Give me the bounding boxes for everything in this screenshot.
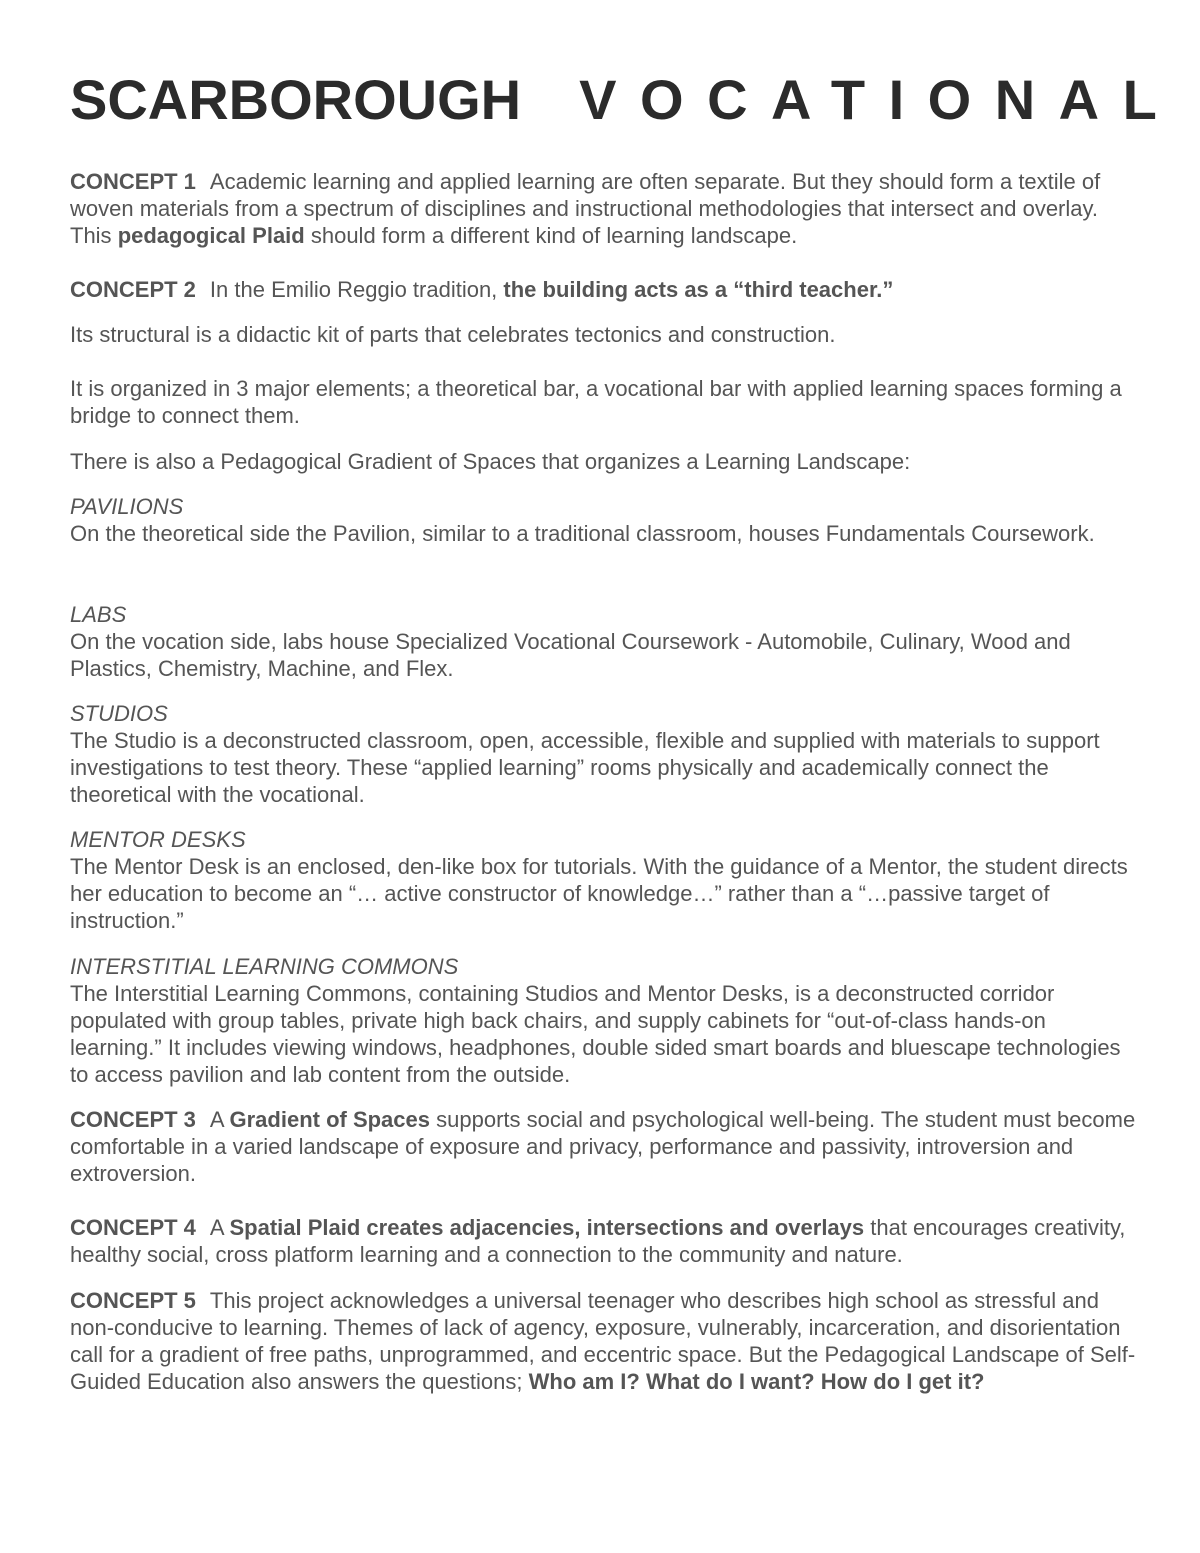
page-title <box>70 68 1181 131</box>
commons-section <box>70 953 1140 1088</box>
concept-4-text-end: that encourages creativity, healthy social, cross platform learning and a connection to the community and nature. <box>70 1215 1126 1267</box>
concept-1-label: CONCEPT 1 <box>70 169 196 194</box>
concept-2-organization-paragraph: It is organized in 3 major elements; a theoretical bar, a vocational bar with applied learning spaces forming a bridge to connect them. <box>70 376 1122 428</box>
labs-heading: LABS <box>70 602 127 627</box>
labs-section <box>70 601 1140 682</box>
concept-4-paragraph <box>70 1214 1140 1268</box>
concept-2-label: CONCEPT 2 <box>70 277 196 302</box>
pavilions-body: On the theoretical side the Pavilion, similar to a traditional classroom, houses Fundamentals Coursework. <box>70 521 1095 546</box>
concept-1-text-end: should form a different kind of learning landscape. <box>304 223 798 248</box>
pavilions-section <box>70 493 1140 547</box>
concept-4-emphasis: Spatial Plaid creates adjacencies, intersections and overlays <box>229 1215 865 1240</box>
title-word-2: VOCATIONAL <box>579 68 1181 131</box>
concept-2-text: In the Emilio Reggio tradition, <box>209 277 504 302</box>
studios-heading: STUDIOS <box>70 701 168 726</box>
studios-section <box>70 700 1140 808</box>
pavilions-heading: PAVILIONS <box>70 494 184 519</box>
mentor-desks-section <box>70 826 1140 934</box>
concept-5-paragraph <box>70 1287 1140 1395</box>
concept-4-text: A <box>209 1215 230 1240</box>
concept-1-paragraph <box>70 168 1140 249</box>
mentor-desks-body: The Mentor Desk is an enclosed, den-like box for tutorials. With the guidance of a Mentor, the student directs her education to become an “… active constructor of knowledge…” rather than a “…passive target of instruction.” <box>70 854 1128 933</box>
studios-body: The Studio is a deconstructed classroom, open, accessible, flexible and supplied with materials to support investigations to test theory. These “applied learning” rooms physically and academically connect the theoretical with the vocational. <box>70 728 1100 807</box>
concept-3-text-end: supports social and psychological well-being. The student must become comfortable in a varied landscape of exposure and privacy, performance and passivity, introversion and extroversion. <box>70 1107 1136 1186</box>
concept-5-text: This project acknowledges a universal teenager who describes high school as stressful and non-conducive to learning. Themes of lack of agency, exposure, vulnerably, incarceration, and disorientation call for a gradient of free paths, unprogrammed, and eccentric space. But the Pedagogical Landscape of Self-Guided Education also answers the questions; <box>70 1288 1136 1394</box>
concept-5-label: CONCEPT 5 <box>70 1288 196 1313</box>
commons-body: The Interstitial Learning Commons, containing Studios and Mentor Desks, is a deconstructed corridor populated with group tables, private high back chairs, and supply cabinets for “out-of-class hands-on learning.” It includes viewing windows, headphones, double sided smart boards and bluescape technologies to access pavilion and lab content from the outside. <box>70 981 1121 1087</box>
concept-2-emphasis: the building acts as a “third teacher.” <box>503 277 894 302</box>
concept-4-label: CONCEPT 4 <box>70 1215 196 1240</box>
concept-2-structure-paragraph: Its structural is a didactic kit of parts that celebrates tectonics and construction. <box>70 322 836 347</box>
concept-2-paragraph <box>70 276 1140 303</box>
concept-1-text: Academic learning and applied learning are often separate. But they should form a textile of woven materials from a spectrum of disciplines and instructional methodologies that intersect and overlay. This <box>70 169 1101 248</box>
concept-3-text: A <box>209 1107 230 1132</box>
labs-body: On the vocation side, labs house Specialized Vocational Coursework - Automobile, Culinary, Wood and Plastics, Chemistry, Machine, and Flex. <box>70 629 1071 681</box>
concept-5-emphasis: Who am I? What do I want? How do I get it? <box>528 1369 985 1394</box>
concept-3-paragraph <box>70 1106 1140 1187</box>
concept-3-label: CONCEPT 3 <box>70 1107 196 1132</box>
concept-3-emphasis: Gradient of Spaces <box>229 1107 431 1132</box>
concept-2-gradient-paragraph: There is also a Pedagogical Gradient of Spaces that organizes a Learning Landscape: <box>70 449 911 474</box>
mentor-desks-heading: MENTOR DESKS <box>70 827 246 852</box>
concept-1-emphasis: pedagogical Plaid <box>117 223 305 248</box>
commons-heading: INTERSTITIAL LEARNING COMMONS <box>70 954 459 979</box>
title-word-1: SCARBOROUGH <box>70 68 522 131</box>
